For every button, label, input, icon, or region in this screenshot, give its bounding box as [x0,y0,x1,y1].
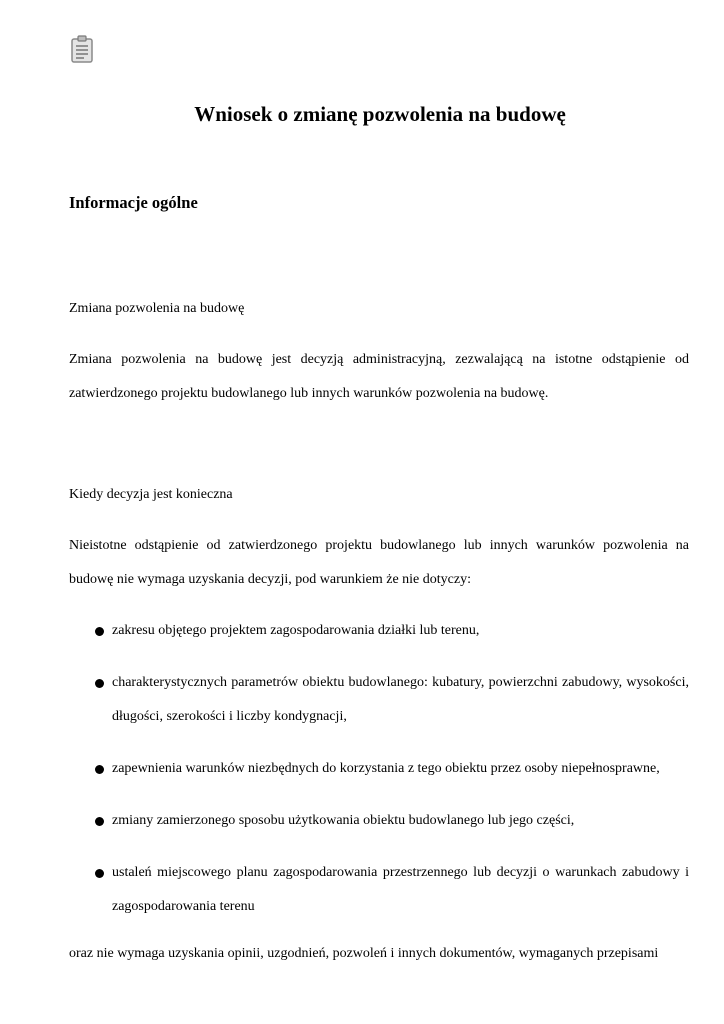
paragraph-continuation: oraz nie wymaga uzyskania opinii, uzgodnień, pozwoleń i innych dokumentów, wymaganych przepisami [69,946,659,961]
conditions-list [69,614,689,942]
list-item-text: zapewnienia warunków niezbędnych do korzystania z tego obiektu przez osoby niepełnosprawne, [112,761,660,776]
list-item [69,666,689,734]
bullet-icon [95,817,104,826]
section-heading: Informacje ogólne [69,193,198,212]
bullet-icon [95,765,104,774]
list-item [69,752,689,786]
bullet-icon [95,869,104,878]
list-item-text: zmiany zamierzonego sposobu użytkowania obiektu budowlanego lub jego części, [112,813,575,828]
bullet-icon [95,627,104,636]
page-title: Wniosek o zmianę pozwolenia na budowę [194,102,566,126]
bullet-icon [95,679,104,688]
paragraph-conditions: Nieistotne odstąpienie od zatwierdzonego projektu budowlanego lub innych warunków pozwolenia na budowę nie wymaga uzyskania decyzji, pod warunkiem że nie dotyczy: [69,538,689,587]
list-item [69,804,689,838]
clipboard-document-icon [70,34,96,64]
list-item [69,614,689,648]
subheading-when-required: Kiedy decyzja jest konieczna [69,487,233,502]
list-item-text: charakterystycznych parametrów obiektu budowlanego: kubatury, powierzchni zabudowy, wysokości, długości, szerokości i liczby kondygnacji, [112,675,689,724]
list-item [69,856,689,924]
paragraph-definition: Zmiana pozwolenia na budowę jest decyzją administracyjną, zezwalającą na istotne odstąpienie od zatwierdzonego projektu budowlanego lub innych warunków pozwolenia na budowę. [69,352,689,401]
list-item-text: zakresu objętego projektem zagospodarowania działki lub terenu, [112,623,480,638]
list-item-text: ustaleń miejscowego planu zagospodarowania przestrzennego lub decyzji o warunkach zabudowy i zagospodarowania terenu [112,865,689,914]
subheading-change-permit: Zmiana pozwolenia na budowę [69,301,245,316]
